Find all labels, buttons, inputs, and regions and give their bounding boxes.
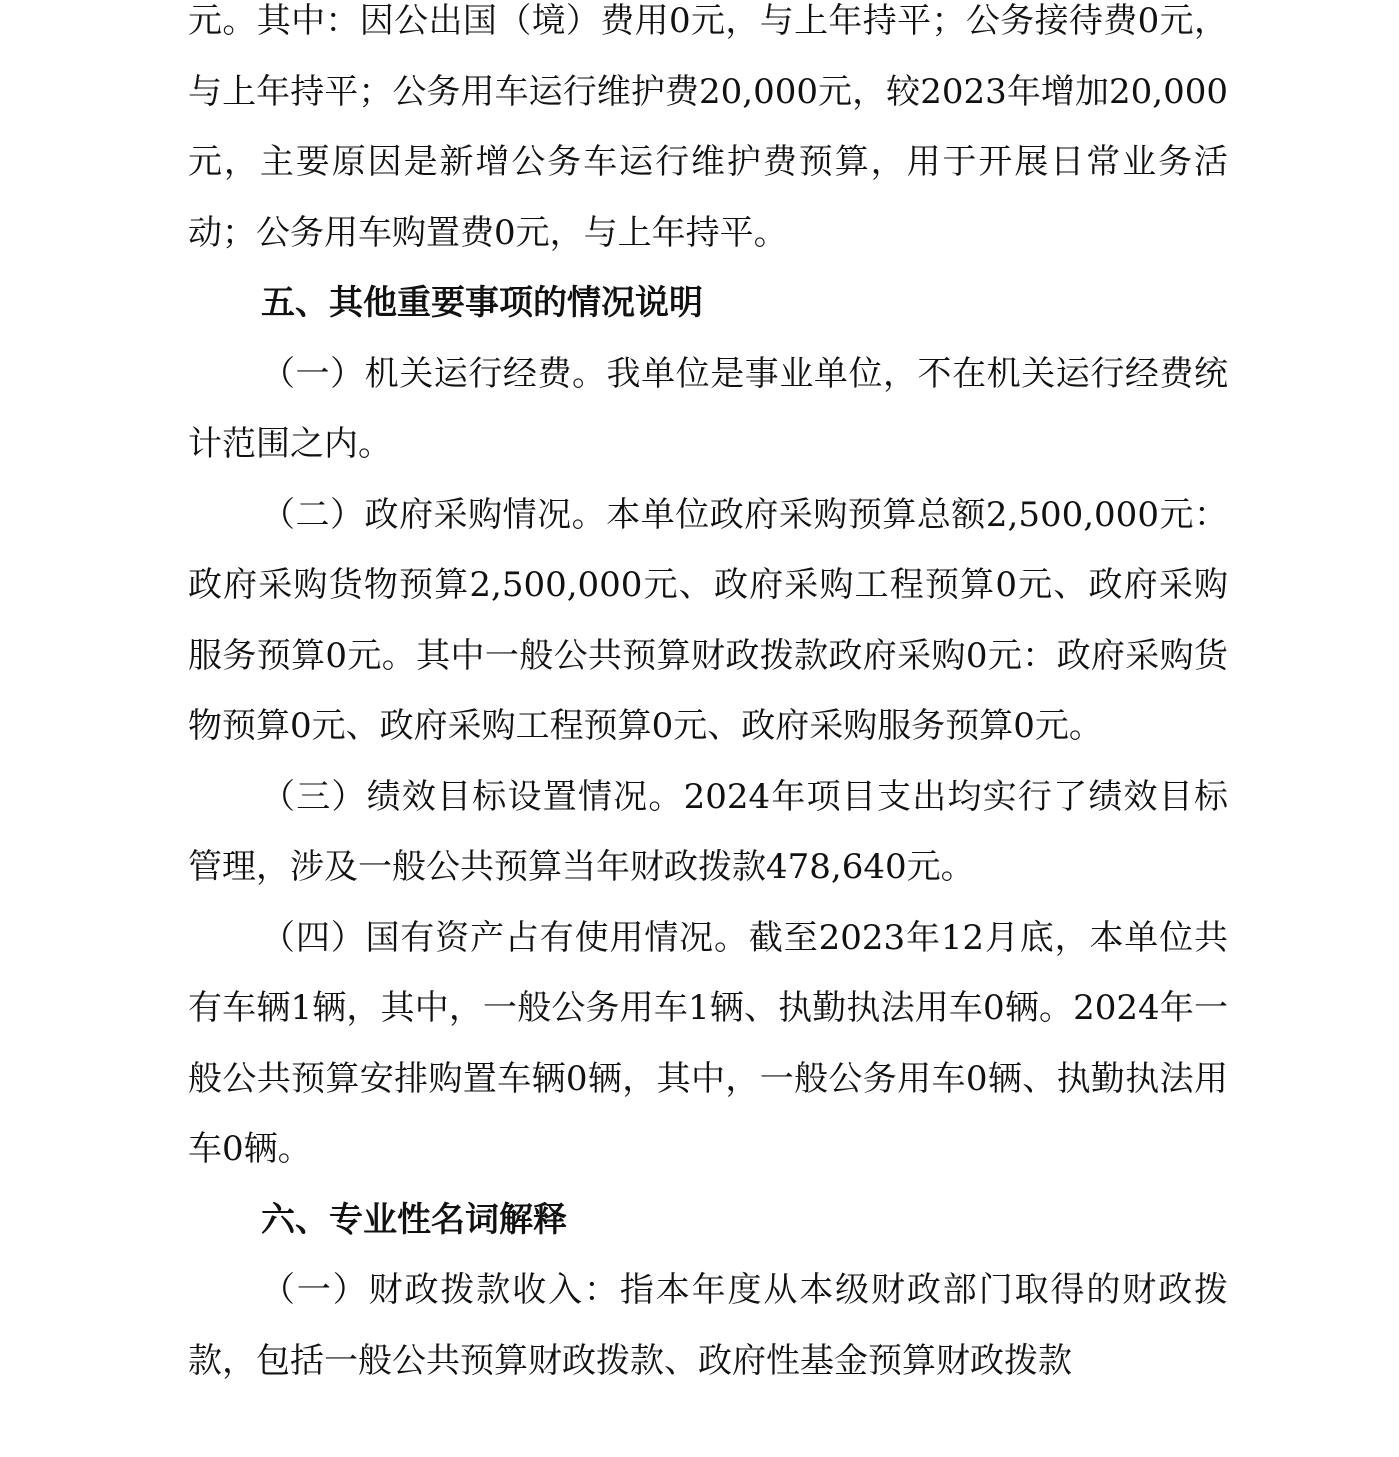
document-page xyxy=(188,0,1228,1396)
section-heading-terminology: 六、专业性名词解释 xyxy=(261,1199,567,1240)
paragraph-operating-expenses: （一）机关运行经费。我单位是事业单位，不在机关运行经费统计范围之内。 xyxy=(188,353,1228,464)
paragraph-government-procurement: （二）政府采购情况。本单位政府采购预算总额2,500,000元：政府采购货物预算2,500,000元、政府采购工程预算0元、政府采购服务预算0元。其中一般公共预算财政拨款政府采购0元：政府采购货物预算0元、政府采购工程预算0元、政府采购服务预算0元。 xyxy=(188,494,1228,746)
section-heading-other-matters: 五、其他重要事项的情况说明 xyxy=(261,283,703,323)
paragraph-fiscal-appropriation: （一）财政拨款收入：指本年度从本级财政部门取得的财政拨款，包括一般公共预算财政拨款、政府性基金预算财政拨款 xyxy=(188,1270,1228,1381)
paragraph-state-assets: （四）国有资产占有使用情况。截至2023年12月底，本单位共有车辆1辆，其中，一般公务用车1辆、执勤执法用车0辆。2024年一般公共预算安排购置车辆0辆，其中，一般公务用车0辆、执勤执法用车0辆。 xyxy=(188,917,1228,1169)
paragraph-official-expenses: 元。其中：因公出国（境）费用0元，与上年持平；公务接待费0元，与上年持平；公务用车运行维护费20,000元，较2023年增加20,000元，主要原因是新增公务车运行维护费预算，用于开展日常业务活动；公务用车购置费0元，与上年持平。 xyxy=(188,1,1228,253)
paragraph-performance-targets: （三）绩效目标设置情况。2024年项目支出均实行了绩效目标管理，涉及一般公共预算当年财政拨款478,640元。 xyxy=(188,776,1228,887)
